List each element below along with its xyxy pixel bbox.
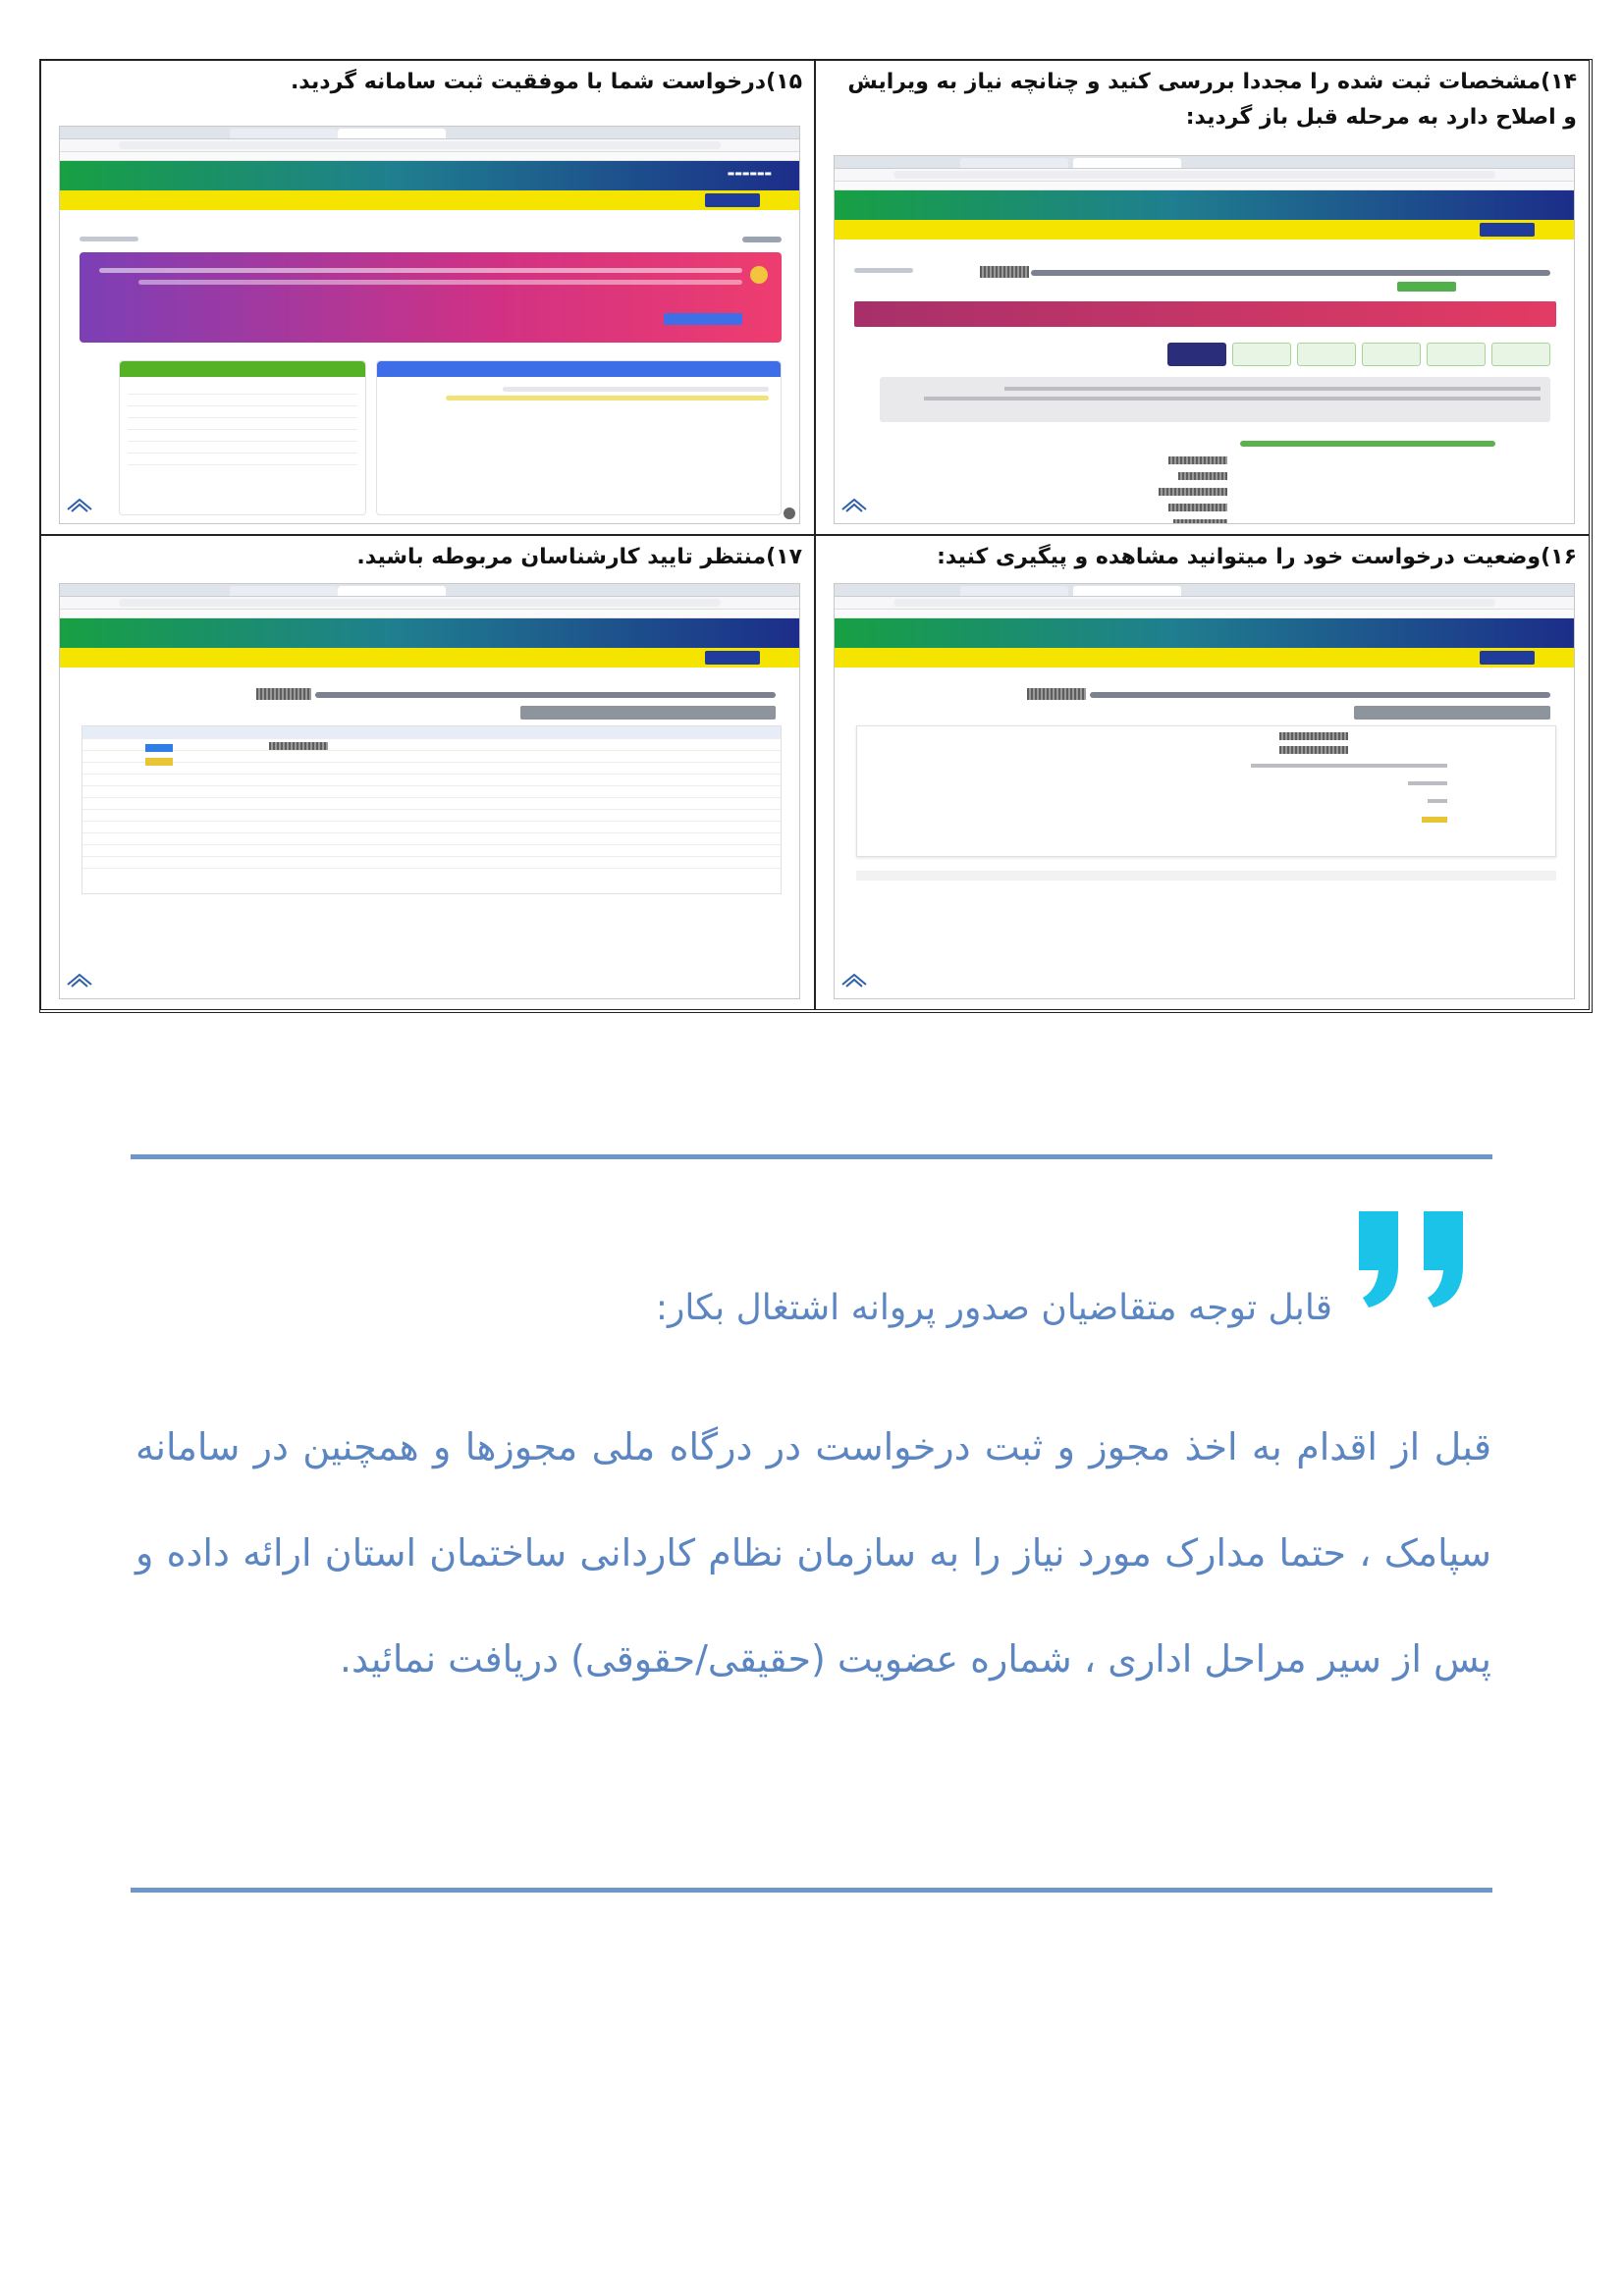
step-15-caption: ۱۵)درخواست شما با موفقیت ثبت سامانه گردید. (290, 70, 802, 94)
step-17-caption: ۱۷)منتظر تایید کارشناسان مربوطه باشید. (356, 545, 802, 569)
organization-logo-icon (66, 971, 93, 992)
step-15-panel (40, 60, 815, 535)
step-16-screenshot (834, 583, 1575, 999)
organization-logo-icon (66, 496, 93, 517)
step-14-caption: ۱۴)مشخصات ثبت شده را مجددا بررسی کنید و چنانچه نیاز به ویرایش و اصلاح دارد به مرحله قبل باز گردید: (847, 70, 1577, 130)
bottom-divider (131, 1888, 1492, 1893)
top-divider (131, 1154, 1492, 1159)
step-17-panel (40, 535, 815, 1010)
step-14-screenshot (834, 155, 1575, 524)
quote-mark-icon (1355, 1205, 1473, 1313)
organization-logo-icon (840, 971, 868, 992)
note-body: قبل از اقدام به اخذ مجوز و ثبت درخواست در درگاه ملی مجوزها و همچنین در سامانه سپامک ، حتما مدارک مورد نیاز را به سازمان نظام کاردانی ساختمان استان ارائه داده و پس از سیر مراحل اداری ، شماره عضویت (حقیقی/حقوقی) دریافت نمائید. (135, 1425, 1491, 1681)
step-17-screenshot (59, 583, 800, 999)
note-title: قابل توجه متقاضیان صدور پروانه اشتغال بکار: (655, 1288, 1332, 1328)
screenshot-grid (39, 59, 1593, 1013)
step-15-screenshot: ▬▬▬▬▬▬ (59, 126, 800, 524)
step-14-panel (815, 60, 1590, 535)
step-16-caption: ۱۶)وضعیت درخواست خود را میتوانید مشاهده و پیگیری کنید: (937, 545, 1577, 569)
organization-logo-icon (840, 496, 868, 517)
step-16-panel (815, 535, 1590, 1010)
